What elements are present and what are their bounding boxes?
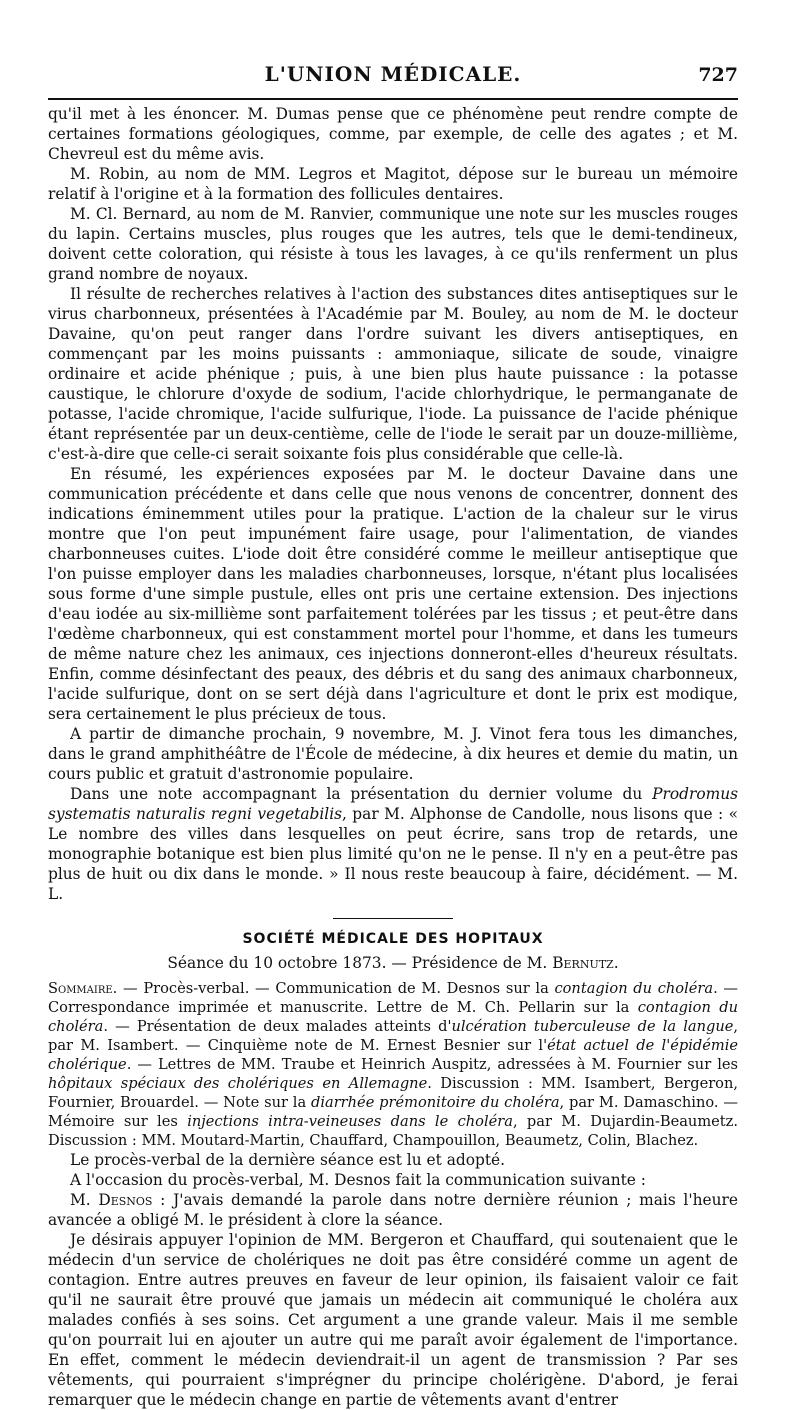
sommaire-topic: contagion du choléra	[48, 999, 739, 1035]
sommaire-text: . — Présentation de deux malades atteints d'	[103, 1018, 452, 1035]
paragraph-desnos	[48, 1190, 738, 1230]
sommaire-text: . — Correspondance imprimée et manuscrite. Lettre de M. Ch. Pellarin sur la	[48, 980, 738, 1016]
sommaire-topic: diarrhée prémonitoire du choléra	[311, 1094, 560, 1111]
sommaire-label: Sommaire.	[48, 980, 118, 997]
session-line	[48, 953, 738, 973]
paragraph-occasion: A l'occasion du procès-verbal, M. Desnos fait la communication suivante :	[70, 1171, 646, 1189]
sommaire-text: — Procès-verbal. — Communication de M. Desnos sur la	[117, 980, 555, 997]
sommaire-text: , par M. Damaschino. — Mémoire sur les	[48, 1094, 738, 1130]
paragraph-antiseptiques: Il résulte de recherches relatives à l'action des substances dites antiseptiques sur le virus charbonneux, présentées à l'Académie par M. Bouley, au nom de M. le docteur Davaine, qu'on peut ranger dans l'ordre suivant les divers antiseptiques, en commençant par les moins puissants : ammoniaque, silicate de soude, vinaigre ordinaire et acide phénique ; puis, à une bien plus haute puissance : la potasse caustique, le chlorure d'oxyde de sodium, l'acide chlorhydrique, le permanganate de potasse, l'acide chromique, l'acide sulfurique, l'iode. La puissance de l'acide phénique étant représentée par un deux-centième, celle de l'iode le serait par un douze-millième, c'est-à-dire que celle-ci serait soixante fois plus considérable que celle-là.	[48, 285, 738, 463]
journal-title: L'UNION MÉDICALE.	[264, 62, 522, 86]
sommaire-text: , par M. Dujardin-Beaumetz. Discussion : MM. Moutard-Martin, Chauffard, Champouillon, Beaumetz, Colin, Blachez.	[48, 1113, 739, 1149]
sommaire-topic: contagion du choléra	[554, 980, 714, 997]
sommaire-topic: état actuel de l'épidémie cholérique	[48, 1037, 738, 1073]
paragraph-vinot: A partir de dimanche prochain, 9 novembre, M. J. Vinot fera tous les dimanches, dans le grand amphithéâtre de l'École de médecine, à dix heures et demie du matin, un cours public et gratuit d'astronomie populaire.	[48, 725, 738, 783]
paragraph-candolle	[48, 784, 738, 904]
paragraph-bernard: M. Cl. Bernard, au nom de M. Ranvier, communique une note sur les muscles rouges du lapin. Certains muscles, plus rouges que les autres, tels que le demi-tendineux, doivent cette coloration, qui résiste à tous les lavages, à ce qu'ils renferment un plus grand nombre de noyaux.	[48, 205, 738, 283]
candolle-text-after: , par M. Alphonse de Candolle, nous lisons que : « Le nombre des villes dans lesquelles on peut écrire, sans trop de retards, une monographie botanique est bien plus limité qu'on ne le pense. Il n'y en a peut-être pas plus de huit ou dix dans le monde. » Il nous reste beaucoup à faire, décidément. — M. L.	[48, 805, 738, 903]
page-header	[48, 58, 738, 98]
speaker-name: M. Desnos	[70, 1191, 153, 1209]
sommaire-topic: ulcération tuberculeuse de la langue	[451, 1018, 734, 1035]
paragraph-continuation: qu'il met à les énoncer. M. Dumas pense que ce phénomène peut rendre compte de certaines formations géologiques, comme, par exemple, de celle des agates ; et M. Chevreul est du même avis.	[48, 105, 738, 163]
desnos-text: : J'avais demandé la parole dans notre dernière réunion ; mais l'heure avancée a obligé M. le président à clore la séance.	[48, 1191, 738, 1229]
session-prefix: Séance du 10 octobre 1873. — Présidence de M.	[167, 954, 553, 972]
section-divider	[333, 918, 453, 919]
session-suffix: .	[613, 954, 619, 972]
sommaire-topic: injections intra-veineuses dans le choléra	[187, 1113, 513, 1130]
sommaire-text: . Discussion : MM. Isambert, Bergeron, Fournier, Brouardel. — Note sur la	[48, 1075, 739, 1111]
sommaire-paragraph	[48, 979, 738, 1150]
paragraph-proces-verbal: Le procès-verbal de la dernière séance est lu et adopté.	[70, 1151, 506, 1169]
sommaire-topic: hôpitaux spéciaux des cholériques en Allemagne	[48, 1075, 428, 1092]
article-body	[48, 104, 738, 1410]
paragraph-desirais: Je désirais appuyer l'opinion de MM. Bergeron et Chauffard, qui soutenaient que le médecin d'un service de cholériques ne doit pas être considéré comme un agent de contagion. Entre autres preuves en faveur de leur opinion, ils faisaient valoir ce fait qu'il ne saurait être prouvé que jamais un médecin ait communiqué le choléra aux malades confiés à ses soins. Cet argument a une grande valeur. Mais il me semble qu'on pourrait lui en ajouter un autre qui me paraît avoir également de l'importance. En effet, comment le médecin deviendrait-il un agent de transmission ? Par ses vêtements, qui pourraient s'imprégner du principe cholérigène. D'abord, je ferai remarquer que le médecin change en partie de vêtements avant d'entrer	[48, 1231, 738, 1409]
section-title: SOCIÉTÉ MÉDICALE DES HOPITAUX	[242, 931, 544, 947]
sommaire-text: , par M. Isambert. — Cinquième note de M. Ernest Besnier sur l'	[48, 1018, 738, 1054]
page-number: 727	[698, 64, 738, 86]
candolle-title: Prodromus systematis naturalis regni vegetabilis	[48, 785, 738, 823]
paragraph-robin: M. Robin, au nom de MM. Legros et Magitot, dépose sur le bureau un mémoire relatif à l'origine et à la formation des follicules dentaires.	[48, 165, 738, 203]
sommaire-body	[48, 980, 738, 1149]
paragraph-resume: En résumé, les expériences exposées par M. le docteur Davaine dans une communication précédente et dans celle que nous venons de concentrer, donnent des indications éminemment utiles pour la pratique. L'action de la chaleur sur le virus montre que l'on peut impunément faire usage, pour l'alimentation, de viandes charbonneuses cuites. L'iode doit être considéré comme le meilleur antiseptique que l'on puisse employer dans les maladies charbonneuses, lorsque, n'étant plus localisées sous forme d'une simple pustule, elles ont pris une certaine extension. Des injections d'eau iodée au six-millième sont parfaitement tolérées par les tissus ; et peut-être dans l'œdème charbonneux, qui est constamment mortel pour l'homme, et dans les tumeurs de même nature chez les animaux, ces injections donneront-elles d'heureux résultats. Enfin, comme désinfectant des peaux, des débris et du sang des animaux charbonneux, l'acide sulfurique, dont on se sert déjà dans l'agriculture et dont le prix est modique, sera certainement le plus précieux de tous.	[48, 465, 738, 723]
candolle-text-before: Dans une note accompagnant la présentation du dernier volume du	[70, 785, 653, 803]
sommaire-text: . — Lettres de MM. Traube et Heinrich Auspitz, adressées à M. Fournier sur les	[126, 1056, 738, 1073]
session-president: Bernutz	[552, 954, 614, 972]
header-rule	[48, 98, 738, 100]
